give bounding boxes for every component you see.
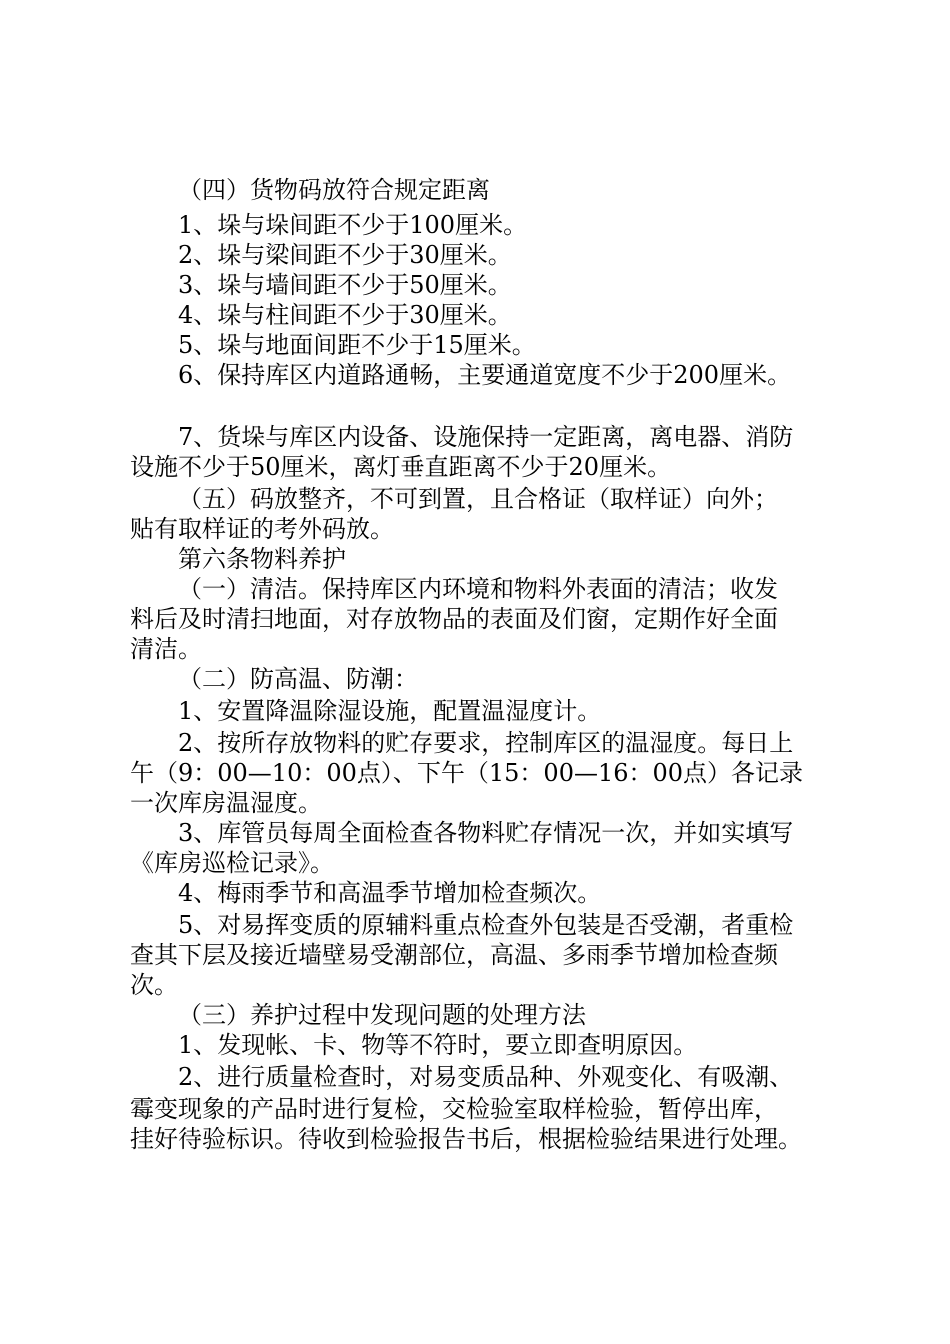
paragraph-line: 1、发现帐、卡、物等不符时，要立即查明原因。 — [178, 1031, 698, 1059]
paragraph-line: 4、垛与柱间距不少于30厘米。 — [178, 301, 512, 329]
paragraph-line: 4、梅雨季节和高温季节增加检查频次。 — [178, 879, 602, 907]
heading-four: （四）货物码放符合规定距离 — [178, 176, 490, 204]
paragraph-line: 《库房巡检记录》。 — [130, 849, 334, 877]
paragraph-line: 3、垛与墙间距不少于50厘米。 — [178, 271, 512, 299]
paragraph-line: 1、垛与垛间距不少于100厘米。 — [178, 211, 528, 239]
paragraph-line: 设施不少于50厘米，离灯垂直距离不少于20厘米。 — [130, 453, 672, 481]
paragraph-line: 清洁。 — [130, 635, 202, 663]
paragraph-line: 贴有取样证的考外码放。 — [130, 515, 394, 543]
paragraph-line: 5、垛与地面间距不少于15厘米。 — [178, 331, 536, 359]
paragraph-line: 6、保持库区内道路通畅，主要通道宽度不少于200厘米。 — [178, 361, 792, 389]
paragraph-line: 料后及时清扫地面，对存放物品的表面及们窗，定期作好全面 — [130, 605, 778, 633]
paragraph-line: 2、垛与梁间距不少于30厘米。 — [178, 241, 512, 269]
paragraph-line: 查其下层及接近墙壁易受潮部位，高温、多雨季节增加检查频 — [130, 941, 778, 969]
paragraph-line: 次。 — [130, 971, 178, 999]
paragraph-line: 霉变现象的产品时进行复检，交检验室取样检验，暂停出库， — [130, 1095, 778, 1123]
paragraph-line: 午（9：00—10：00点）、下午（15：00—16：00点）各记录 — [130, 759, 804, 787]
paragraph-line: 2、进行质量检查时，对易变质品种、外观变化、有吸潮、 — [178, 1063, 794, 1091]
paragraph-line: 3、库管员每周全面检查各物料贮存情况一次，并如实填写 — [178, 819, 794, 847]
paragraph-line: 1、安置降温除湿设施，配置温湿度计。 — [178, 697, 602, 725]
paragraph-line: 7、货垛与库区内设备、设施保持一定距离，离电器、消防 — [178, 423, 794, 451]
paragraph-line: 2、按所存放物料的贮存要求，控制库区的温湿度。每日上 — [178, 729, 794, 757]
paragraph-line: 一次库房温湿度。 — [130, 789, 322, 817]
paragraph-line: 5、对易挥变质的原辅料重点检查外包装是否受潮，者重检 — [178, 911, 794, 939]
paragraph-line: 挂好待验标识。待收到检验报告书后，根据检验结果进行处理。 — [130, 1125, 802, 1153]
heading-three: （三）养护过程中发现问题的处理方法 — [178, 1001, 586, 1029]
heading-five: （五）码放整齐，不可到置，且合格证（取样证）向外； — [178, 485, 778, 513]
heading-two: （二）防高温、防潮： — [178, 665, 418, 693]
paragraph-line: （一）清洁。保持库区内环境和物料外表面的清洁；收发 — [178, 575, 778, 603]
article-title: 第六条物料养护 — [178, 545, 346, 573]
